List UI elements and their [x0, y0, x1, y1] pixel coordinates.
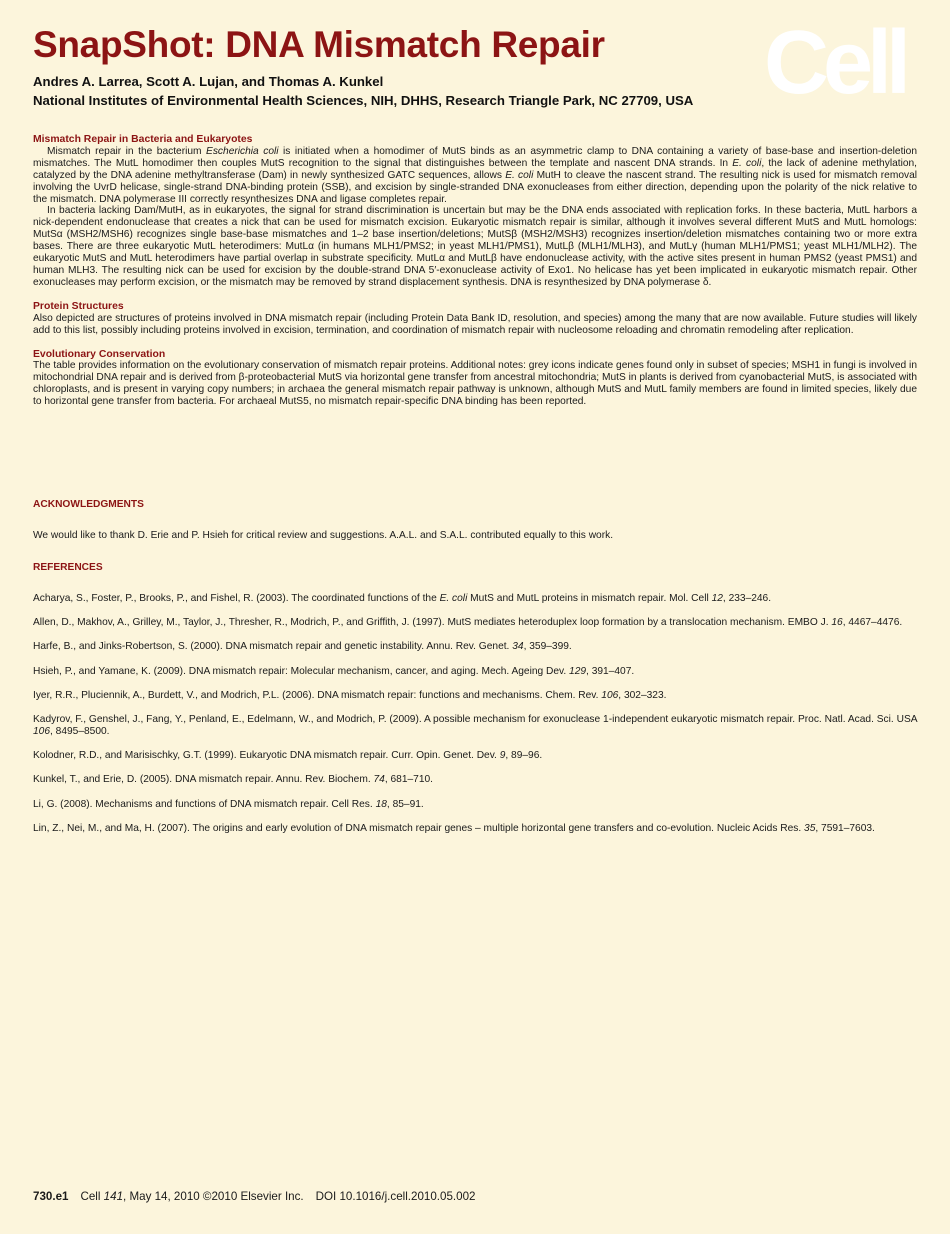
section-heading-evolutionary-conservation: Evolutionary Conservation: [33, 348, 166, 360]
reference-item: Allen, D., Makhov, A., Grilley, M., Taylor, J., Thresher, R., Modrich, P., and Griffith, J. (1997). MutS mediates heteroduplex loop formation by a translocation mechanism. EMBO J. 16, 4467–4476.: [33, 617, 903, 629]
page-footer: [33, 1190, 476, 1203]
journal-volume: 141: [103, 1190, 124, 1203]
paragraph-protein-structures: Also depicted are structures of proteins involved in DNA mismatch repair (including Protein Data Bank ID, resolution, and species) among the many that are now available. Future studies will likely add to this list, possibly including proteins involved in excision, termination, and coordination of mismatch repair with nucleosome reloading and chromatin remodeling after replication.: [33, 312, 917, 336]
reference-item: Lin, Z., Nei, M., and Ma, H. (2007). The origins and early evolution of DNA mismatch repair genes – multiple horizontal gene transfers and co-evolution. Nucleic Acids Res. 35, 7591–7603.: [33, 822, 875, 834]
page-number: 730.e1: [33, 1190, 69, 1203]
doi: DOI 10.1016/j.cell.2010.05.002: [315, 1190, 476, 1203]
reference-item: Acharya, S., Foster, P., Brooks, P., and Fishel, R. (2003). The coordinated functions of the E. coli MutS and MutL proteins in mismatch repair. Mol. Cell 12, 233–246.: [33, 593, 772, 604]
journal-name: Cell: [80, 1190, 104, 1203]
section-heading-protein-structures: Protein Structures: [33, 300, 124, 312]
reference-list: [33, 593, 917, 847]
reference-item: Harfe, B., and Jinks-Robertson, S. (2000). DNA mismatch repair and genetic instability. Annu. Rev. Genet. 34, 359–399.: [33, 641, 572, 653]
paragraph-mismatch-repair-1: Mismatch repair in the bacterium Escherichia coli is initiated when a homodimer of MutS binds as an asymmetric clamp to DNA containing a variety of base-base and insertion-deletion mismatches. The MutL homodimer then couples MutS recognition to the signal that distinguishes between the template and nascent DNA strands. In E. coli, the lack of adenine methylation, catalyzed by the DNA adenine methyltransferase (Dam) in newly synthesized GATC sequences, allows E. coli MutH to cleave the nascent strand. The resulting nick is used for mismatch removal involving the UvrD helicase, single-strand DNA-binding protein (SSB), and excision by single-stranded DNA exonucleases from either direction, depending upon the polarity of the nick relative to the mismatch. DNA polymerase III correctly resynthesizes DNA and ligase completes repair.: [33, 145, 918, 205]
reference-item: Kolodner, R.D., and Marisischky, G.T. (1999). Eukaryotic DNA mismatch repair. Curr. Opin. Genet. Dev. 9, 89–96.: [33, 750, 543, 762]
main-text: [33, 134, 917, 408]
reference-item: Kadyrov, F., Genshel, J., Fang, Y., Penland, E., Edelmann, W., and Modrich, P. (2009). A possible mechanism for exonuclease 1-independent eukaryotic mismatch repair. Proc. Natl. Acad. Sci. USA 106, 8495–8500.: [33, 713, 917, 737]
acknowledgments-text: We would like to thank D. Erie and P. Hsieh for critical review and suggestions. A.A.L. and S.A.L. contributed equally to this work.: [33, 530, 614, 541]
acknowledgments-heading: ACKNOWLEDGMENTS: [33, 499, 144, 510]
references-heading: REFERENCES: [33, 562, 103, 573]
cell-logo: Cell: [764, 13, 906, 113]
paragraph-mismatch-repair-2: In bacteria lacking Dam/MutH, as in eukaryotes, the signal for strand discrimination is uncertain but may be the DNA ends associated with replication forks. In these bacteria, MutL harbors a nick-dependent endonuclease that creates a nick that can be used for mismatch excision. Eukaryotic mismatch repair is similar, although it involves several different MutS and MutL homologs: MutSα (MSH2/MSH6) recognizes single base-base mismatches and 1–2 base insertion/deletions; MutSβ (MSH2/MSH3) recognizes insertion/deletion mismatches containing two or more extra bases. There are three eukaryotic MutL heterodimers: MutLα (in humans MLH1/PMS2; in yeast MLH1/PMS1), MutLβ (MLH1/MLH3), and MutLγ (human MLH1/PMS1; yeast MLH1/MLH2). The eukaryotic MutS and MutL heterodimers have partial overlap in substrate specificity. MutLα and MutLβ have endonuclease activity, with the active sites present in human PMS2 (yeast PMS1) and human MLH3. The resulting nick can be used for excision by the double-strand DNA 5′-exonuclease activity of Exo1. No helicase has yet been implicated in eukaryotic mismatch repair. Other exonucleases may perform excision, or the mismatch may be removed by strand displacement synthesis. DNA is resynthesized by DNA polymerase δ.: [33, 205, 917, 288]
reference-item: Kunkel, T., and Erie, D. (2005). DNA mismatch repair. Annu. Rev. Biochem. 74, 681–710.: [33, 774, 433, 786]
affiliation: National Institutes of Environmental Health Sciences, NIH, DHHS, Research Triangle Park, NC 27709, USA: [33, 93, 694, 108]
author-list: Andres A. Larrea, Scott A. Lujan, and Thomas A. Kunkel: [33, 74, 384, 89]
reference-item: Iyer, R.R., Pluciennik, A., Burdett, V., and Modrich, P.L. (2006). DNA mismatch repair: functions and mechanisms. Chem. Rev. 106, 302–323.: [33, 689, 667, 701]
page-title: SnapShot: DNA Mismatch Repair: [33, 24, 605, 65]
section-heading-mismatch-repair: Mismatch Repair in Bacteria and Eukaryotes: [33, 134, 253, 145]
reference-item: Li, G. (2008). Mechanisms and functions of DNA mismatch repair. Cell Res. 18, 85–91.: [33, 798, 424, 810]
reference-item: Hsieh, P., and Yamane, K. (2009). DNA mismatch repair: Molecular mechanism, cancer, and aging. Mech. Ageing Dev. 129, 391–407.: [33, 665, 635, 677]
paragraph-evolutionary-conservation: The table provides information on the evolutionary conservation of mismatch repair proteins. Additional notes: grey icons indicate genes found only in subset of species; MSH1 in fungi is involved in mitochondrial DNA repair and is derived from β-proteobacterial MutS via horizontal gene transfer from ancestral mitochondria; MutS in plants is derived from cyanobacterial MutS, is associated with chloroplasts, and is present in varying copy numbers; in archaea the general mismatch repair pathway is unknown, although MutS and MutL family members are found in limited species, likely due to horizontal gene transfer from bacteria. For archaeal MutS5, no mismatch repair-specific DNA binding has been reported.: [33, 360, 917, 408]
publication-date: , May 14, 2010 ©2010 Elsevier Inc.: [123, 1190, 304, 1203]
